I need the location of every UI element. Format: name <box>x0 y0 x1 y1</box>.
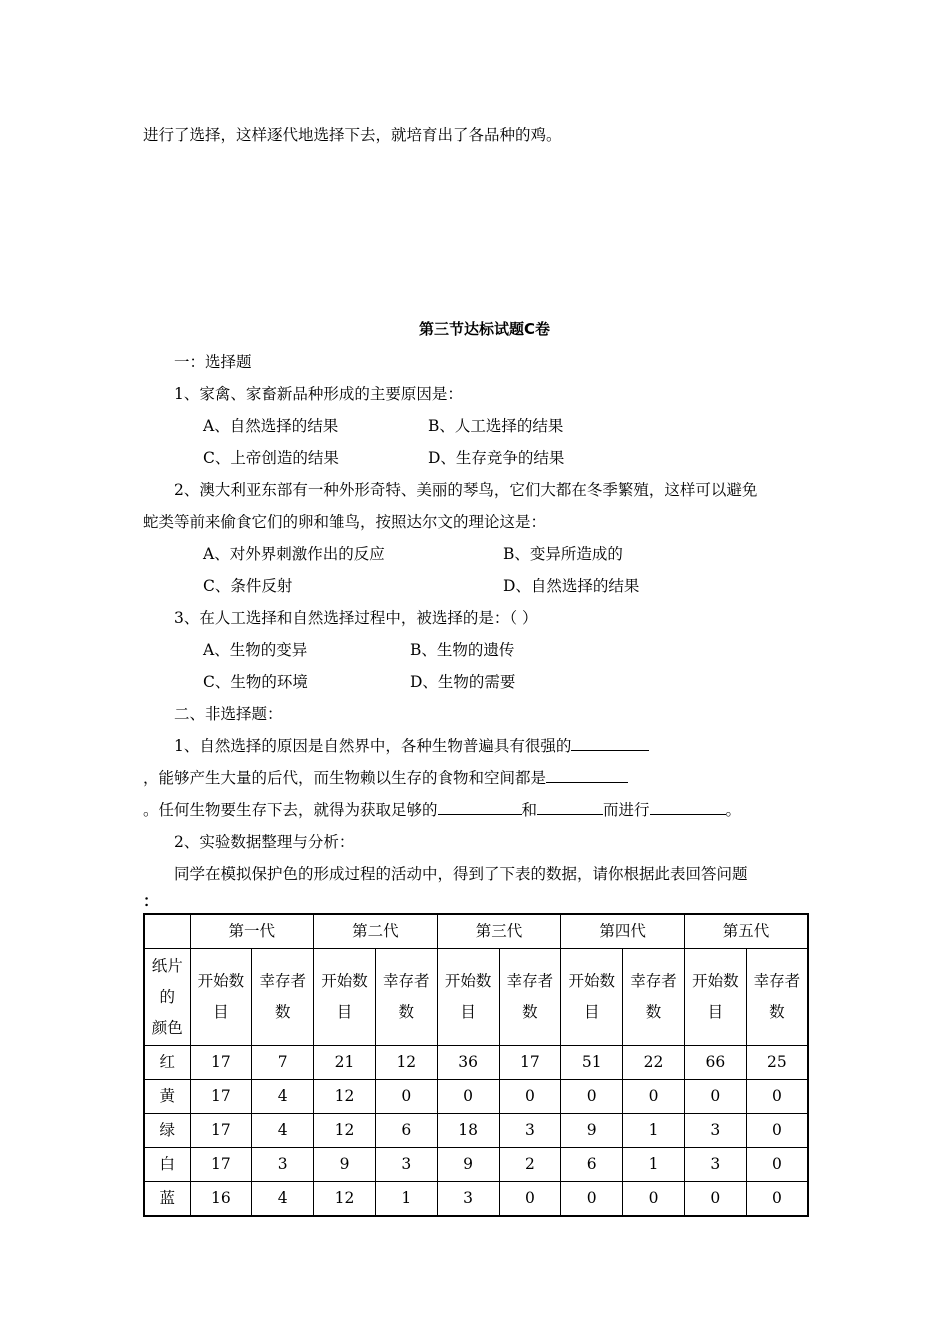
value-cell: 51 <box>561 1046 623 1080</box>
sub-header-part: 数 <box>769 1003 785 1021</box>
value-cell: 17 <box>190 1148 252 1182</box>
sub-header-start <box>561 949 623 1046</box>
sub-header-part: 数 <box>274 1003 291 1021</box>
sub-header-start <box>190 949 252 1046</box>
q3-stem: 3、在人工选择和自然选择过程中，被选择的是：（ ） <box>174 609 538 627</box>
sub-header-part: 目 <box>707 1003 724 1021</box>
value-cell: 9 <box>561 1114 623 1148</box>
sub-header-part: 幸存者 <box>383 972 430 990</box>
q1-option-b: B、人工选择的结果 <box>428 417 564 435</box>
value-cell: 4 <box>252 1182 314 1217</box>
value-cell: 0 <box>623 1080 685 1114</box>
sub-header-part: 目 <box>583 1003 600 1021</box>
table-row <box>144 1182 808 1217</box>
value-cell: 9 <box>314 1148 376 1182</box>
value-cell: 0 <box>746 1080 808 1114</box>
table-header-generations <box>144 914 808 949</box>
sub-header-part: 幸存者 <box>259 972 306 990</box>
q2-stem-line2: 蛇类等前来偷食它们的卵和雏鸟，按照达尔文的理论这是： <box>143 513 547 531</box>
value-cell: 1 <box>375 1182 437 1217</box>
color-cell: 白 <box>144 1148 190 1182</box>
fill-blank-4[interactable] <box>537 798 603 815</box>
value-cell: 1 <box>623 1148 685 1182</box>
q2-option-a: A、对外界刺激作出的反应 <box>203 545 385 563</box>
fill-line3-text-a: 。任何生物要生存下去，就得为获取足够的 <box>143 801 438 819</box>
q2-stem-line1: 2、澳大利亚东部有一种外形奇特、美丽的琴鸟，它们大都在冬季繁殖，这样可以避免 <box>174 481 758 499</box>
table-row <box>144 1114 808 1148</box>
value-cell: 3 <box>375 1148 437 1182</box>
value-cell: 17 <box>190 1080 252 1114</box>
sub-header-part: 幸存者 <box>506 972 554 990</box>
sub-header-survive <box>252 949 314 1046</box>
value-cell: 0 <box>623 1182 685 1217</box>
sub-header-part: 目 <box>213 1003 229 1021</box>
value-cell: 12 <box>314 1182 376 1217</box>
table-row <box>144 1080 808 1114</box>
color-cell: 黄 <box>144 1080 190 1114</box>
data-table <box>143 913 809 1217</box>
value-cell: 0 <box>746 1182 808 1217</box>
value-cell: 3 <box>684 1148 746 1182</box>
value-cell: 3 <box>684 1114 746 1148</box>
value-cell: 18 <box>437 1114 499 1148</box>
value-cell: 4 <box>252 1080 314 1114</box>
sub-header-part: 数 <box>398 1003 415 1021</box>
value-cell: 3 <box>499 1114 561 1148</box>
color-cell: 红 <box>144 1046 190 1080</box>
sub-header-survive <box>746 949 808 1046</box>
value-cell: 6 <box>561 1148 623 1182</box>
value-cell: 0 <box>437 1080 499 1114</box>
fill-blank-3[interactable] <box>438 798 522 815</box>
sub-header-part: 数 <box>522 1003 538 1021</box>
value-cell: 2 <box>499 1148 561 1182</box>
value-cell: 0 <box>499 1182 561 1217</box>
value-cell: 0 <box>375 1080 437 1114</box>
sub-header-survive <box>499 949 561 1046</box>
fill-line3-text-b: 和 <box>521 801 538 819</box>
value-cell: 9 <box>437 1148 499 1182</box>
table-row <box>144 1148 808 1182</box>
value-cell: 0 <box>499 1080 561 1114</box>
q-exp-desc: 同学在模拟保护色的形成过程的活动中，得到了下表的数据，请你根据此表回答问题 <box>174 865 748 883</box>
q3-option-d: D、生物的需要 <box>410 673 516 691</box>
value-cell: 22 <box>623 1046 685 1080</box>
sub-header-part: 开始数 <box>321 972 368 990</box>
value-cell: 7 <box>252 1046 314 1080</box>
value-cell: 6 <box>375 1114 437 1148</box>
value-cell: 0 <box>561 1080 623 1114</box>
sub-header-part: 开始数 <box>197 972 245 990</box>
section-choice-heading: 一：选择题 <box>174 353 252 371</box>
value-cell: 3 <box>252 1148 314 1182</box>
value-cell: 0 <box>746 1114 808 1148</box>
sub-header-part: 幸存者 <box>630 972 677 990</box>
fill-line2-text: ，能够产生大量的后代，而生物赖以生存的食物和空间都是 <box>143 769 547 787</box>
q2-option-c: C、条件反射 <box>203 577 293 595</box>
sub-header-start <box>437 949 499 1046</box>
fill-line3-text-d: 。 <box>725 801 742 819</box>
page-title: 第三节达标试题C卷 <box>419 320 551 338</box>
fill-line3 <box>143 798 741 820</box>
value-cell: 4 <box>252 1114 314 1148</box>
fill-blank-2[interactable] <box>546 766 628 783</box>
q-exp-stem: 2、实验数据整理与分析： <box>174 833 355 851</box>
intro-line: 进行了选择，这样逐代地选择下去，就培育出了各品种的鸡。 <box>143 126 562 144</box>
sub-header-start <box>314 949 376 1046</box>
value-cell: 25 <box>746 1046 808 1080</box>
row-header-label <box>144 949 190 1046</box>
value-cell: 16 <box>190 1182 252 1217</box>
sub-header-part: 开始数 <box>444 972 492 990</box>
q2-option-d: D、自然选择的结果 <box>503 577 640 595</box>
value-cell: 66 <box>684 1046 746 1080</box>
gen-header-1: 第一代 <box>190 914 314 949</box>
row-header-part: 颜色 <box>151 1018 183 1037</box>
row-header-part: 的 <box>159 987 175 1006</box>
sub-header-start <box>684 949 746 1046</box>
value-cell: 0 <box>684 1080 746 1114</box>
value-cell: 3 <box>437 1182 499 1217</box>
sub-header-part: 目 <box>460 1003 476 1021</box>
fill-line1-text: 1、自然选择的原因是自然界中，各种生物普遍具有很强的 <box>174 737 572 755</box>
value-cell: 1 <box>623 1114 685 1148</box>
value-cell: 17 <box>499 1046 561 1080</box>
table-row <box>144 1046 808 1080</box>
value-cell: 0 <box>561 1182 623 1217</box>
value-cell: 12 <box>375 1046 437 1080</box>
q3-option-c: C、生物的环境 <box>203 673 308 691</box>
section-nonchoice-heading: 二、非选择题： <box>174 705 283 723</box>
q2-option-b: B、变异所造成的 <box>503 545 623 563</box>
gen-header-4: 第四代 <box>561 914 685 949</box>
value-cell: 36 <box>437 1046 499 1080</box>
value-cell: 21 <box>314 1046 376 1080</box>
sub-header-part: 开始数 <box>692 972 739 990</box>
fill-blank-5[interactable] <box>650 798 726 815</box>
value-cell: 12 <box>314 1080 376 1114</box>
sub-header-survive <box>375 949 437 1046</box>
value-cell: 12 <box>314 1114 376 1148</box>
q1-stem: 1、家禽、家畜新品种形成的主要原因是： <box>174 385 463 403</box>
value-cell: 0 <box>684 1182 746 1217</box>
gen-header-5: 第五代 <box>684 914 808 949</box>
fill-line1 <box>174 734 649 756</box>
fill-line3-text-c: 而进行 <box>603 801 650 819</box>
sub-header-part: 目 <box>336 1003 353 1021</box>
row-header-part: 纸片 <box>151 956 183 975</box>
sub-header-part: 幸存者 <box>753 972 801 990</box>
q3-option-b: B、生物的遗传 <box>410 641 515 659</box>
q-exp-colon: ： <box>143 891 159 910</box>
q1-option-a: A、自然选择的结果 <box>203 417 339 435</box>
table-corner-cell <box>144 914 190 949</box>
fill-blank-1[interactable] <box>571 734 649 751</box>
value-cell: 0 <box>746 1148 808 1182</box>
q1-option-d: D、生存竞争的结果 <box>428 449 565 467</box>
value-cell: 17 <box>190 1046 252 1080</box>
table-header-sub <box>144 949 808 1046</box>
gen-header-2: 第二代 <box>314 914 438 949</box>
q1-option-c: C、上帝创造的结果 <box>203 449 339 467</box>
sub-header-survive <box>623 949 685 1046</box>
sub-header-part: 数 <box>645 1003 662 1021</box>
color-cell: 蓝 <box>144 1182 190 1217</box>
color-cell: 绿 <box>144 1114 190 1148</box>
value-cell: 17 <box>190 1114 252 1148</box>
sub-header-part: 开始数 <box>568 972 615 990</box>
q3-option-a: A、生物的变异 <box>203 641 308 659</box>
gen-header-3: 第三代 <box>437 914 561 949</box>
fill-line2 <box>143 766 628 788</box>
